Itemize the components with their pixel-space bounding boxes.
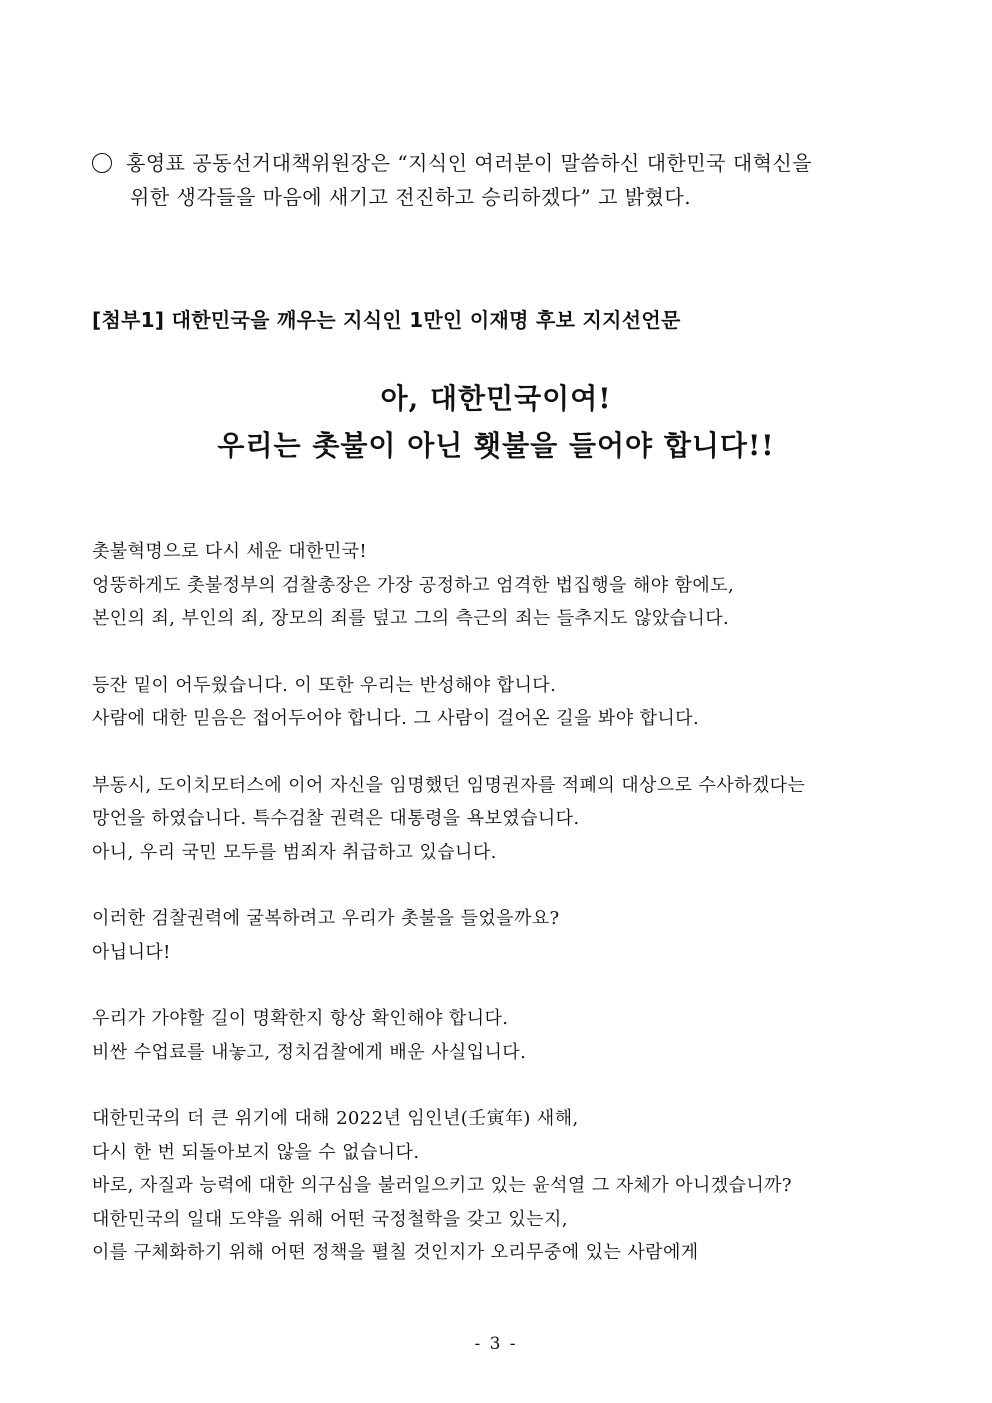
paragraph-line: 우리가 가야할 길이 명확한지 항상 확인해야 합니다. bbox=[92, 1008, 509, 1029]
paragraph-line: 부동시, 도이치모터스에 이어 자신을 임명했던 임명권자를 적폐의 대상으로 수사하겠다는 bbox=[92, 774, 806, 796]
headline-line-1: 아, 대한민국이여! bbox=[380, 382, 612, 415]
page-number: - 3 - bbox=[474, 1334, 518, 1354]
paragraph-line: 대한민국의 일대 도약을 위해 어떤 국정철학을 갖고 있는지, bbox=[92, 1208, 568, 1230]
paragraph-line: 아닙니다! bbox=[92, 941, 171, 963]
paragraph-line: 바로, 자질과 능력에 대한 의구심을 불러일으키고 있는 윤석열 그 자체가 아니겠습니까? bbox=[92, 1175, 792, 1196]
declaration-body bbox=[92, 535, 912, 1303]
bullet-text-1: 홍영표 공동선거대책위원장은 “지식인 여러분이 말씀하신 대한민국 대혁신을 bbox=[126, 151, 813, 175]
circle-bullet-icon bbox=[92, 153, 112, 173]
attachment-title: [첨부1] 대한민국을 깨우는 지식인 1만인 이재명 후보 지지선언문 bbox=[92, 308, 681, 332]
paragraph-line: 엉뚱하게도 촛불정부의 검찰총장은 가장 공정하고 엄격한 법집행을 해야 함에도, bbox=[92, 574, 735, 596]
bullet-line-2: 위한 생각들을 마음에 새기고 전진하고 승리하겠다” 고 밝혔다. bbox=[130, 185, 692, 209]
paragraph-line: 사람에 대한 믿음은 접어두어야 합니다. 그 사람이 걸어온 길을 봐야 합니다. bbox=[92, 708, 700, 729]
paragraph-line: 비싼 수업료를 내놓고, 정치검찰에게 배운 사실입니다. bbox=[92, 1041, 527, 1063]
paragraph bbox=[92, 902, 912, 969]
paragraph bbox=[92, 669, 912, 736]
paragraph bbox=[92, 1002, 912, 1069]
paragraph bbox=[92, 535, 912, 636]
paragraph bbox=[92, 1102, 912, 1270]
bullet-line-1 bbox=[92, 146, 902, 180]
paragraph bbox=[92, 769, 912, 870]
paragraph-line: 등잔 밑이 어두웠습니다. 이 또한 우리는 반성해야 합니다. bbox=[92, 674, 557, 696]
paragraph-line: 촛불혁명으로 다시 세운 대한민국! bbox=[92, 541, 368, 562]
paragraph-line: 망언을 하였습니다. 특수검찰 권력은 대통령을 욕보였습니다. bbox=[92, 808, 580, 829]
paragraph-line: 다시 한 번 되돌아보지 않을 수 없습니다. bbox=[92, 1141, 420, 1163]
paragraph-line: 아니, 우리 국민 모두를 범죄자 취급하고 있습니다. bbox=[92, 841, 497, 863]
paragraph-line: 본인의 죄, 부인의 죄, 장모의 죄를 덮고 그의 측근의 죄는 들추지도 않았습니다. bbox=[92, 608, 730, 629]
headline-line-2: 우리는 촛불이 아닌 횃불을 들어야 합니다!! bbox=[217, 429, 775, 462]
paragraph-line: 대한민국의 더 큰 위기에 대해 2022년 임인년(壬寅年) 새해, bbox=[92, 1108, 579, 1129]
paragraph-line: 이러한 검찰권력에 굴복하려고 우리가 촛불을 들었을까요? bbox=[92, 908, 560, 929]
bullet-paragraph bbox=[92, 146, 902, 214]
paragraph-line: 이를 구체화하기 위해 어떤 정책을 펼칠 것인지가 오리무중에 있는 사람에게 bbox=[92, 1242, 699, 1263]
